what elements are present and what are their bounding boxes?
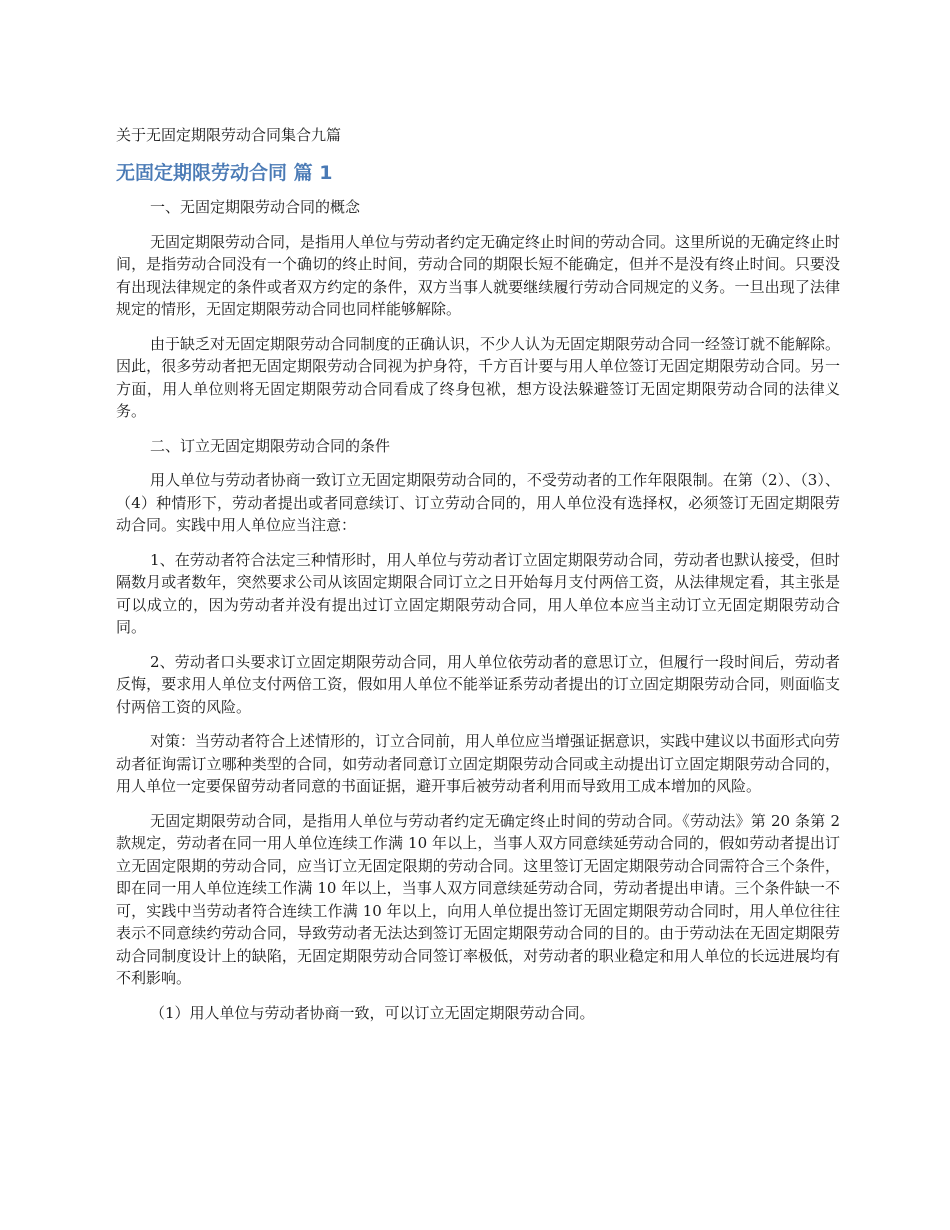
document-title: 关于无固定期限劳动合同集合九篇 [116, 126, 342, 144]
paragraph: 无固定期限劳动合同，是指用人单位与劳动者约定无确定终止时间的劳动合同。《劳动法》第 20 条第 2 款规定，劳动者在同一用人单位连续工作满 10 年以上，当事人双方同意续延劳动合同的，假如劳动者提出订立无固定限期的劳动合同，应当订立无固定限期的劳动合同。这里签订无固定期限劳动合同需符合三个条件，即在同一用人单位连续工作满 10 年以上，当事人双方同意续延劳动合同，劳动者提出申请。三个条件缺一不可，实践中当劳动者符合连续工作满 10 年以上，向用人单位提出签订无固定期限劳动合同时，用人单位往往表示不同意续约劳动合同，导致劳动者无法达到签订无固定期限劳动合同的目的。由于劳动法在无固定期限劳动合同制度设计上的缺陷，无固定期限劳动合同签订率极低，对劳动者的职业稳定和用人单位的长远进展均有不利影响。 [116, 811, 840, 987]
document-page [116, 124, 840, 1036]
paragraph: 对策：当劳动者符合上述情形的，订立合同前，用人单位应当增强证据意识，实践中建议以书面形式向劳动者征询需订立哪种类型的合同，如劳动者同意订立固定期限劳动合同或主动提出订立固定期限劳动合同的，用人单位一定要保留劳动者同意的书面证据，避开事后被劳动者利用而导致用工成本增加的风险。 [116, 732, 841, 795]
paragraph: 无固定期限劳动合同，是指用人单位与劳动者约定无确定终止时间的劳动合同。这里所说的无确定终止时间，是指劳动合同没有一个确切的终止时间，劳动合同的期限长短不能确定，但并不是没有终止时间。只要没有出现法律规定的条件或者双方约定的条件，双方当事人就要继续履行劳动合同规定的义务。一旦出现了法律规定的情形，无固定期限劳动合同也同样能够解除。 [116, 232, 841, 318]
paragraph: 用人单位与劳动者协商一致订立无固定期限劳动合同的，不受劳动者的工作年限限制。在第（2）、（3）、（4）种情形下，劳动者提出或者同意续订、订立劳动合同的，用人单位没有选择权，必须签订无固定期限劳动合同。实践中用人单位应当注意： [116, 471, 840, 534]
subheading-concept: 一、无固定期限劳动合同的概念 [150, 198, 361, 216]
paragraph: 1、在劳动者符合法定三种情形时，用人单位与劳动者订立固定期限劳动合同，劳动者也默认接受，但时隔数月或者数年，突然要求公司从该固定期限合同订立之日开始每月支付两倍工资，从法律规定看，其主张是可以成立的，因为劳动者并没有提出过订立固定期限劳动合同，用人单位本应当主动订立无固定期限劳动合同。 [116, 550, 840, 636]
section-heading: 无固定期限劳动合同 篇 1 [116, 162, 333, 184]
paragraph: （1）用人单位与劳动者协商一致，可以订立无固定期限劳动合同。 [150, 1003, 595, 1022]
paragraph: 由于缺乏对无固定期限劳动合同制度的正确认识，不少人认为无固定期限劳动合同一经签订就不能解除。因此，很多劳动者把无固定期限劳动合同视为护身符，千方百计要与用人单位签订无固定期限劳动合同。另一方面，用人单位则将无固定期限劳动合同看成了终身包袱，想方设法躲避签订无固定期限劳动合同的法律义务。 [116, 334, 841, 420]
paragraph: 2、劳动者口头要求订立固定期限劳动合同，用人单位依劳动者的意思订立，但履行一段时间后，劳动者反悔，要求用人单位支付两倍工资，假如用人单位不能举证系劳动者提出的订立固定期限劳动合同，则面临支付两倍工资的风险。 [116, 652, 840, 716]
subheading-conditions: 二、订立无固定期限劳动合同的条件 [150, 436, 391, 455]
